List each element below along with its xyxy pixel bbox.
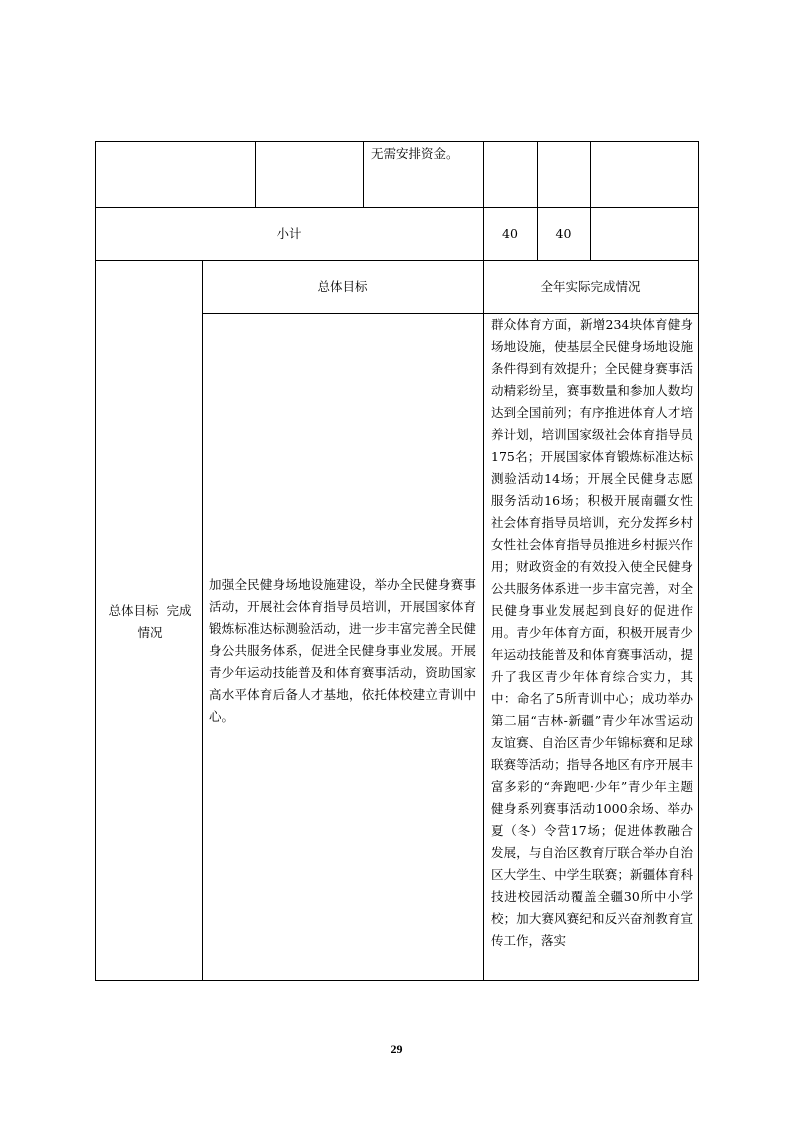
row-divider: [95, 207, 699, 208]
row-divider: [95, 260, 699, 261]
table-border-right: [698, 141, 699, 981]
overall-goal-text: 加强全民健身场地设施建设，举办全民健身赛事活动，开展社会体育指导员培训，开展国家体育锻炼标准达标测验活动，进一步丰富完善全民健身公共服务体系，促进全民健身事业发展。开展青少年运动技能普及和体育赛事活动，资助国家高水平体育后备人才基地，依托体校建立青训中心。: [209, 577, 476, 724]
row-label-goal-completion: 总体目标 完成情况: [108, 603, 192, 640]
table-border-left: [95, 141, 96, 981]
completion-text: 群众体育方面，新增234块体育健身场地设施，使基层全民健身场地设施条件得到有效提升；全民健身赛事活动精彩纷呈，赛事数量和参加人数均达到全国前列；有序推进体育人才培养计划，培训国家级社会体育指导员175名；开展国家体育锻炼标准达标测验活动14场；开展全民健身志愿服务活动16场；积极开展南疆女性社会体育指导员培训，充分发挥乡村女性社会体育指导员推进乡村振兴作用；财政资金的有效投入使全民健身公共服务体系进一步丰富完善，对全民健身事业发展起到良好的促进作用。青少年体育方面，积极开展青少年运动技能普及和体育赛事活动，提升了我区青少年体育综合实力，其中：命名了5所青训中心；成功举办第二届“吉林-新疆”青少年冰雪运动友谊赛、自治区青少年锦标赛和足球联赛等活动；指导各地区有序开展丰富多彩的“奔跑吧·少年”青少年主题健身系列赛事活动1000余场、举办夏（冬）令营17场；促进体教融合发展，与自治区教育厅联合举办自治区大学生、中学生联赛；新疆体育科技进校园活动覆盖全疆30所中小学校；加大赛风赛纪和反兴奋剂教育宣传工作，落实: [491, 317, 693, 948]
subtotal-value-b: 40: [555, 226, 572, 241]
column-divider: [255, 141, 256, 207]
column-divider: [363, 141, 364, 207]
column-divider: [483, 260, 484, 980]
header-annual-completion: 全年实际完成情况: [540, 279, 641, 294]
subtotal-value-a: 40: [502, 226, 518, 241]
subtotal-label: 小计: [276, 226, 302, 241]
table-border-top: [95, 141, 699, 142]
page-number: 29: [390, 1042, 403, 1056]
fund-note: 无需安排资金。: [371, 146, 459, 161]
column-divider: [590, 141, 591, 260]
column-divider: [202, 260, 203, 980]
header-overall-goal: 总体目标: [317, 279, 368, 294]
table-border-bottom: [95, 980, 699, 981]
